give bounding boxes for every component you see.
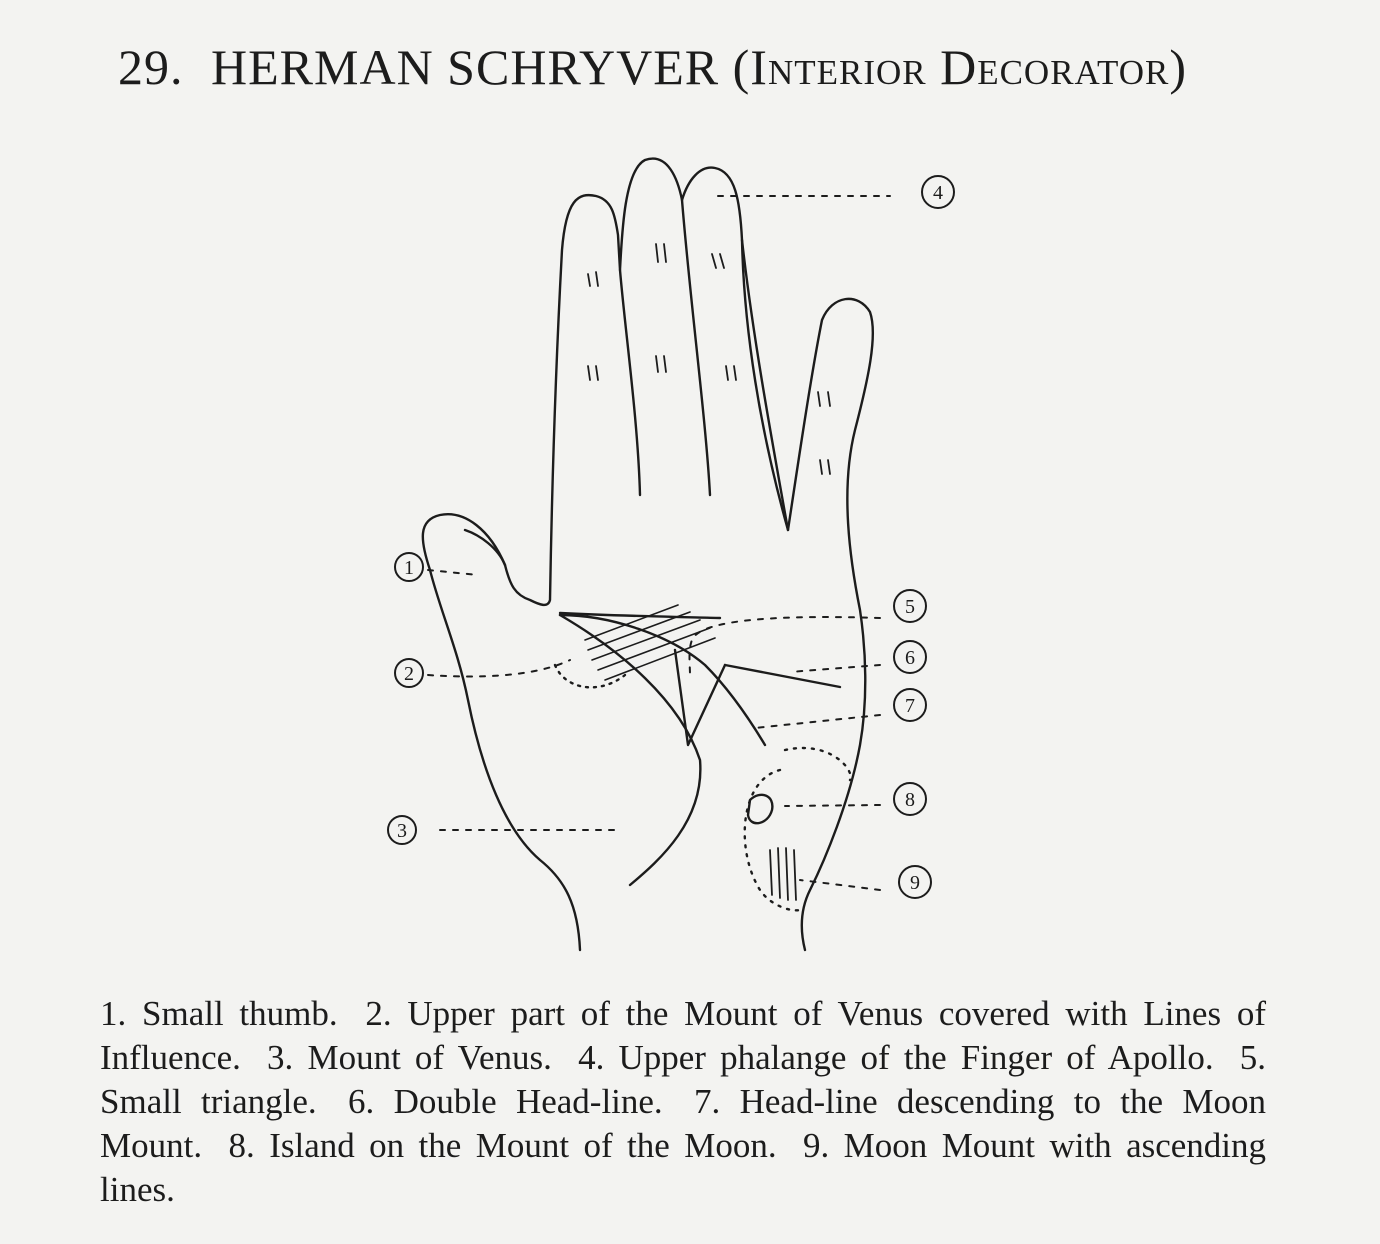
caption-item-2: 2. Upper part of the Mount of Venus covered with Lines of Influence.: [100, 994, 1266, 1077]
marker-2: [395, 659, 423, 687]
marker-8-label: 8: [905, 789, 915, 811]
caption-item-5: 5. Small triangle.: [100, 1038, 1267, 1121]
marker-6: [894, 641, 926, 673]
marker-1-label: 1: [404, 557, 414, 579]
phalanx-marks: [588, 244, 830, 474]
leader-lines: [428, 196, 890, 890]
marker-4-label: 4: [933, 182, 943, 204]
moon-dotted-arc: [745, 748, 851, 910]
marker-3-label: 3: [397, 820, 407, 842]
caption-item-8: 8. Island on the Mount of the Moon.: [228, 1126, 777, 1165]
marker-9: [899, 866, 931, 898]
marker-5-label: 5: [905, 596, 915, 618]
marker-9-label: 9: [910, 872, 920, 894]
hand-outline: [423, 159, 873, 950]
moon-island: [748, 795, 772, 823]
double-head-line: [725, 665, 840, 687]
marker-7: [894, 689, 926, 721]
title-subtitle: (Interior Decorator): [732, 39, 1187, 95]
marker-4: [922, 176, 954, 208]
marker-3: [388, 816, 416, 844]
caption-item-7: 7. Head-line descending to the Moon Mount.: [100, 1082, 1266, 1165]
marker-1: [395, 553, 423, 581]
marker-6-label: 6: [905, 647, 915, 669]
finger-line-middle: [682, 200, 710, 495]
small-triangle: [675, 650, 725, 745]
caption-item-4: 4. Upper phalange of the Finger of Apollo.: [578, 1038, 1214, 1077]
title-number: 29.: [118, 39, 184, 95]
figure-caption: [100, 992, 1266, 1212]
marker-8: [894, 783, 926, 815]
life-line: [560, 615, 700, 885]
finger-line-index: [620, 270, 640, 495]
marker-2-label: 2: [404, 663, 414, 685]
moon-ascending-lines: [770, 848, 796, 900]
finger-line-ring: [742, 240, 788, 530]
caption-item-1: 1. Small thumb.: [100, 994, 338, 1033]
title-name: HERMAN SCHRYVER: [211, 39, 720, 95]
thumb-crease: [465, 530, 505, 565]
caption-item-9: 9. Moon Mount with ascending lines.: [100, 1126, 1267, 1209]
marker-5: [894, 590, 926, 622]
marker-7-label: 7: [905, 695, 915, 717]
caption-item-6: 6. Double Head-line.: [348, 1082, 663, 1121]
caption-item-3: 3. Mount of Venus.: [267, 1038, 552, 1077]
